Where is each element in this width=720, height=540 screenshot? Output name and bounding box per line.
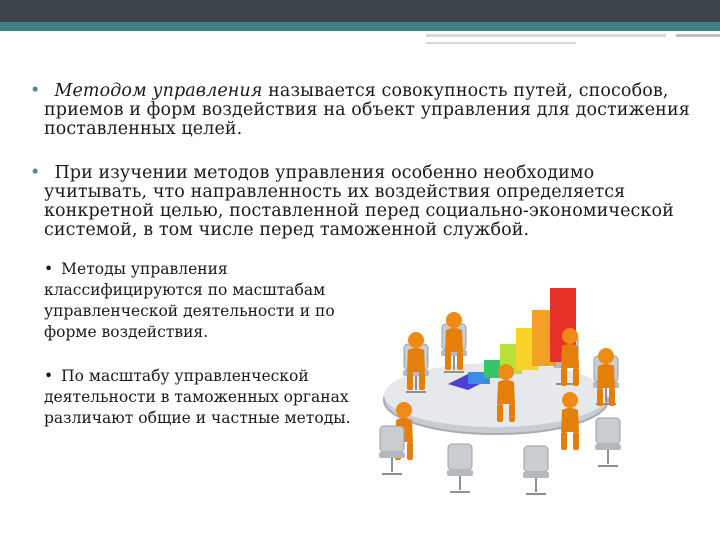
bullet: • [44,260,54,278]
decor-stripe [676,34,720,37]
bullet: • [30,163,41,183]
paragraph-classification [44,259,354,343]
top-bar [0,0,720,22]
definition-text: называется совокупность путей, способов, приемов и форм воздействия на объект управления для достижения поставленных целей. [44,81,690,139]
bullet: • [30,81,41,101]
term-italic: Методом управления [54,81,263,101]
decor-stripe [426,42,576,44]
decor-stripe [426,34,666,37]
paragraph-scale [44,366,354,429]
study-text: При изучении методов управления особенно необходимо учитывать, что направленность их воздействия определяется конкретной целью, поставленной перед социально-экономической системой, в том числе перед таможенной службой. [44,163,674,240]
paragraph-study [30,163,694,240]
top-accent-bar [0,22,720,31]
business-meeting-chart-icon [356,282,646,502]
classification-text: Методы управления классифицируются по масштабам управленческой деятельности и по форме воздействия. [44,260,335,341]
paragraph-definition [30,81,694,139]
bullet: • [44,367,54,385]
scale-text: По масштабу управленческой деятельности в таможенных органах различают общие и частные методы. [44,367,351,427]
